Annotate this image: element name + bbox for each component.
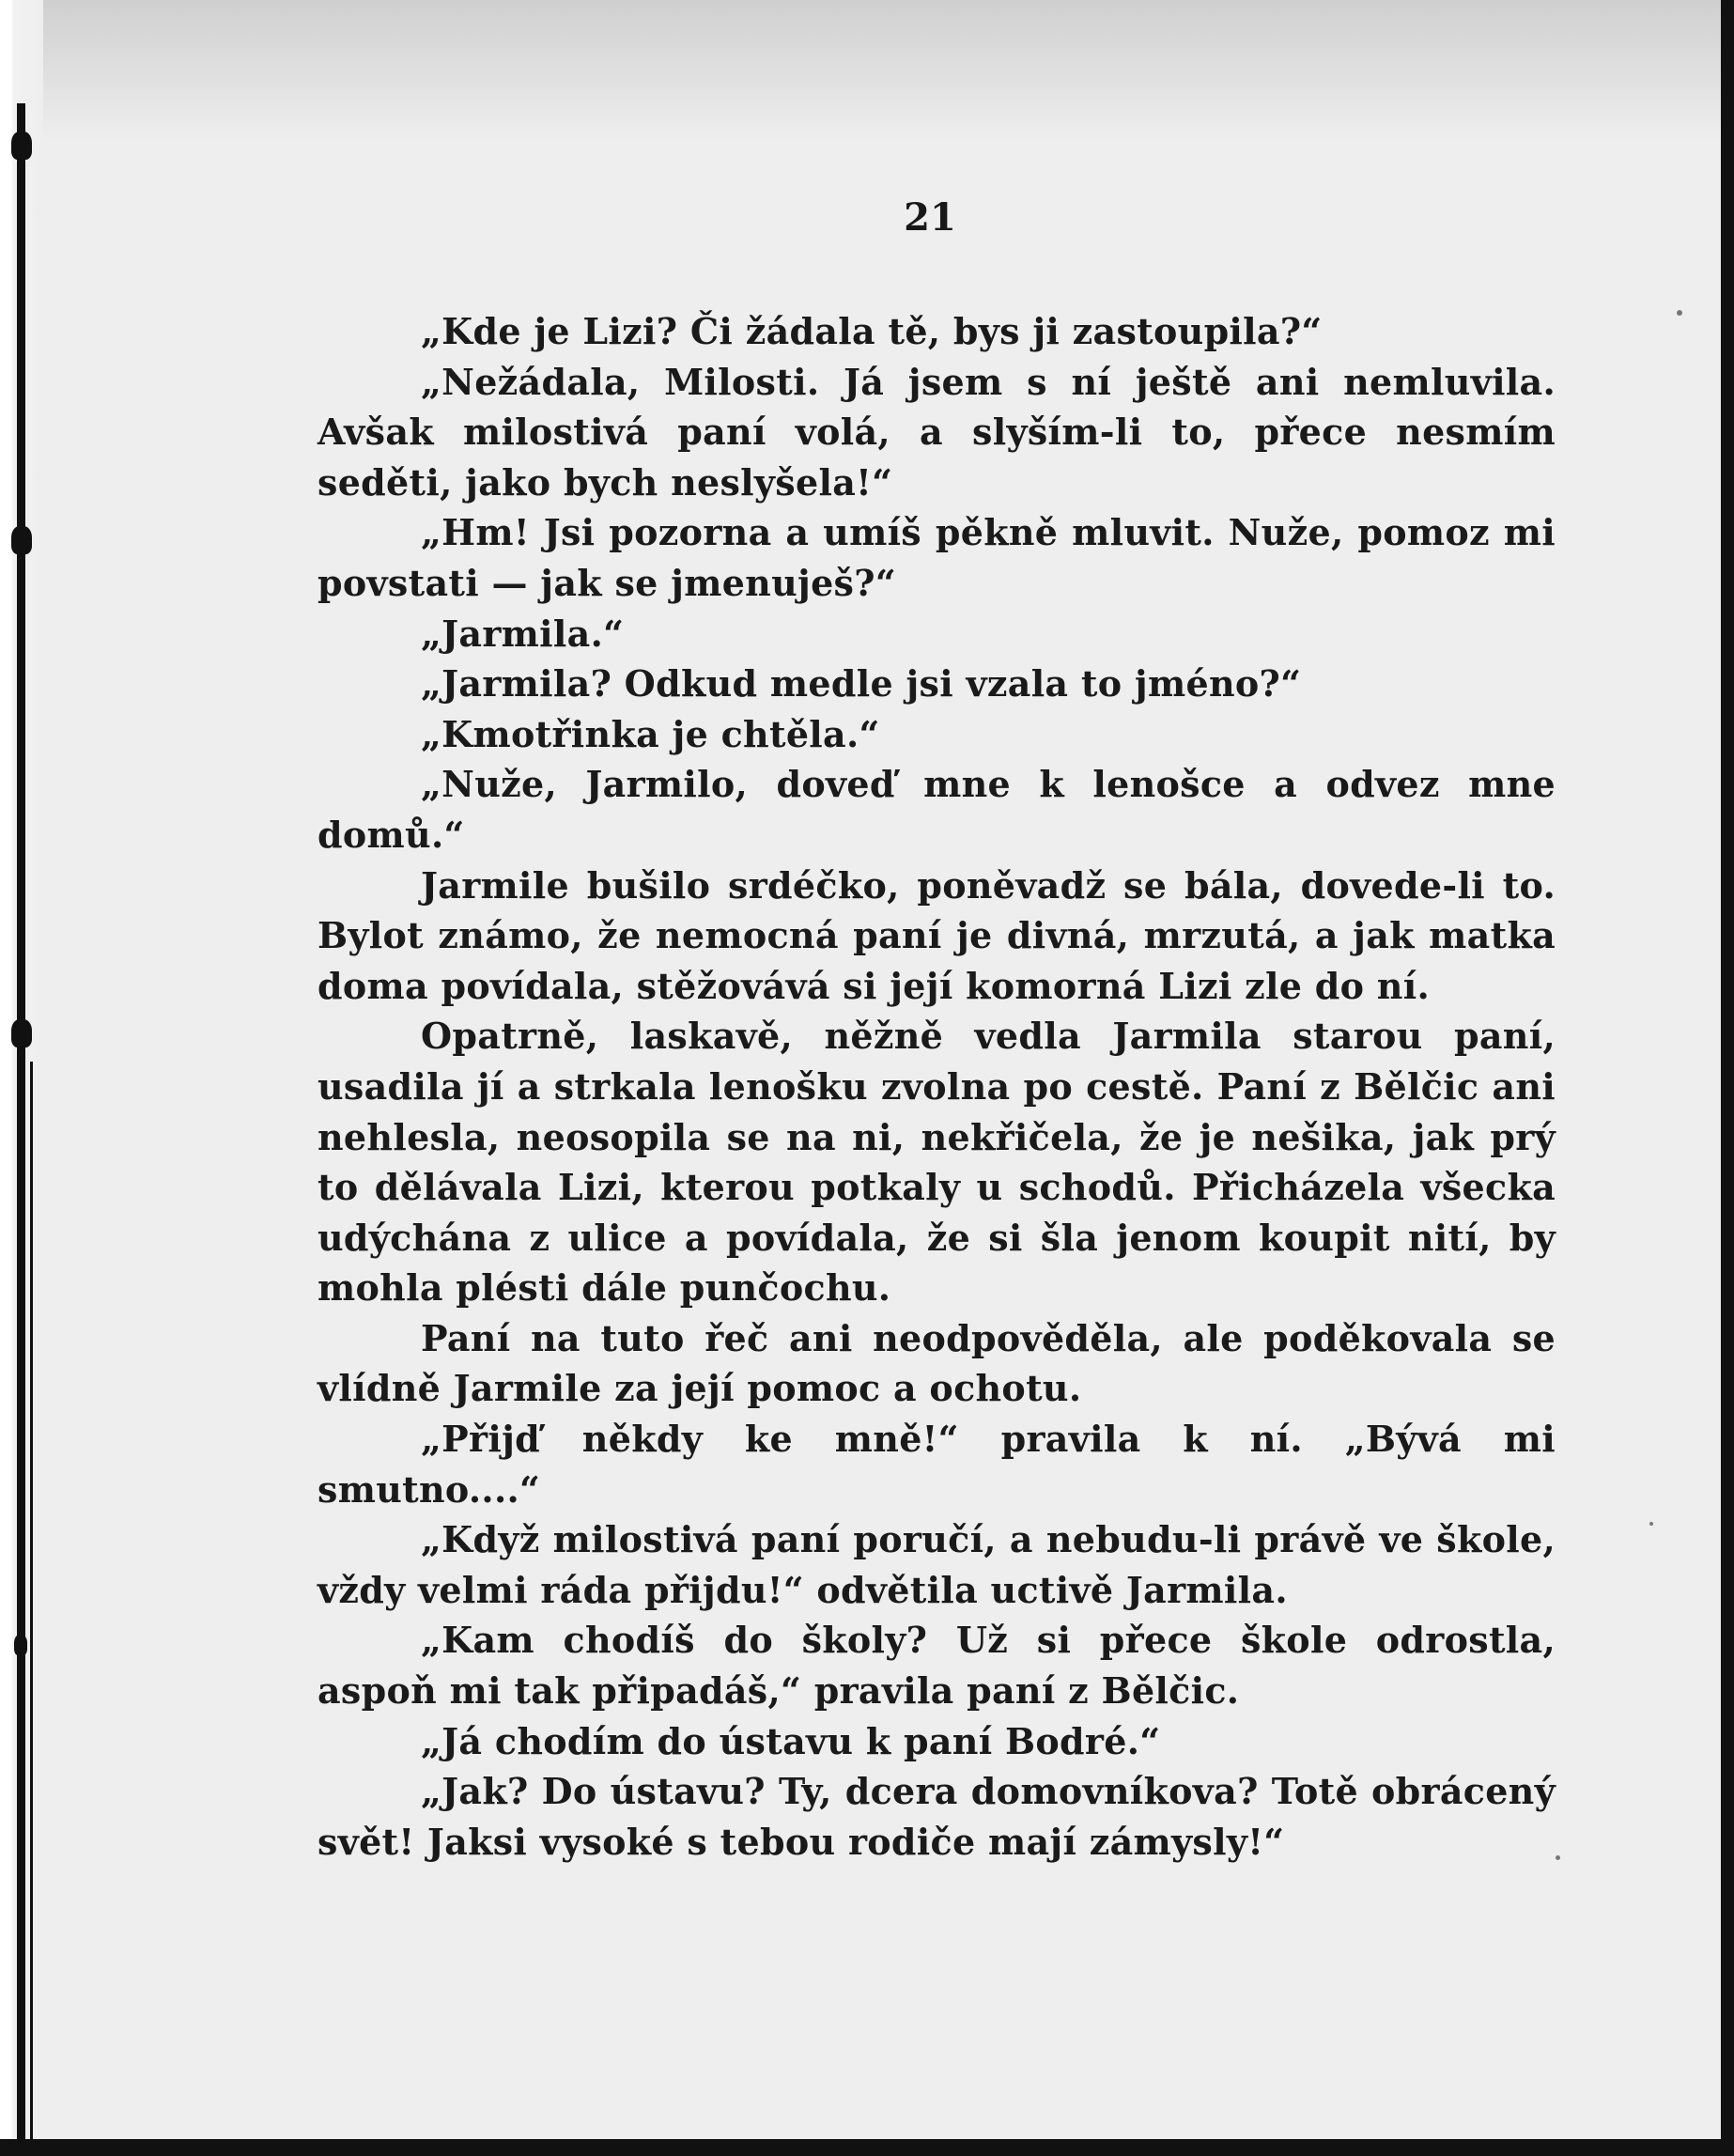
page-top-shadow bbox=[0, 0, 1734, 141]
paragraph: „Kmotřinka je chtěla.“ bbox=[421, 712, 880, 755]
page-right-edge bbox=[1721, 0, 1734, 2156]
binding-inner-line bbox=[30, 1062, 33, 2156]
paragraph: „Hm! Jsi pozorna a umíš pěkně mluvit. Nuže, pomoz mi povstati — jak se jmenuješ?“ bbox=[317, 511, 1556, 604]
paper-speck bbox=[1649, 1522, 1653, 1526]
page-bottom-edge bbox=[0, 2139, 1734, 2156]
paragraph: „Kam chodíš do školy? Už si přece škole odrostla, aspoň mi tak připadáš,“ pravila paní z Bělčic. bbox=[317, 1619, 1556, 1713]
paragraph: „Jarmila.“ bbox=[421, 612, 625, 655]
paper-speck bbox=[1677, 310, 1682, 316]
paragraph: „Nežádala, Milosti. Já jsem s ní ještě ani nemluvila. Avšak milostivá paní volá, a slyším-li to, přece nesmím seděti, jako bych neslyšela!“ bbox=[317, 360, 1556, 504]
paragraph: „Jak? Do ústavu? Ty, dcera domovníkova? Totě obrácený svět! Jaksi vysoké s tebou rodiče mají zámysly!“ bbox=[317, 1770, 1556, 1863]
paragraph: Jarmile bušilo srdéčko, poněvadž se bála, dovede-li to. Bylot známo, že nemocná paní je divná, mrzutá, a jak matka doma povídala, stěžovává si její komorná Lizi zle do ní. bbox=[317, 863, 1556, 1007]
paragraph: „Přijď někdy ke mně!“ pravila k ní. „Bývá mi smutno....“ bbox=[317, 1418, 1556, 1511]
binding-edge-line bbox=[17, 103, 25, 2156]
book-binding bbox=[0, 0, 43, 2156]
page-number: 21 bbox=[904, 195, 956, 240]
body-text bbox=[317, 306, 1556, 1867]
binding-clip-mark bbox=[11, 526, 32, 554]
binding-clip-mark bbox=[11, 1019, 32, 1047]
paragraph: Paní na tuto řeč ani neodpověděla, ale poděkovala se vlídně Jarmile za její pomoc a ochotu. bbox=[317, 1316, 1556, 1410]
paragraph: „Jarmila? Odkud medle jsi vzala to jméno?“ bbox=[421, 662, 1302, 706]
paragraph: „Nuže, Jarmilo, doveď mne k lenošce a odvez mne domů.“ bbox=[317, 763, 1556, 856]
paragraph: „Já chodím do ústavu k paní Bodré.“ bbox=[421, 1719, 1161, 1762]
paragraph: „Když milostivá paní poručí, a nebudu-li právě ve škole, vždy velmi ráda přijdu!“ odvětila uctivě Jarmila. bbox=[317, 1518, 1556, 1611]
paragraph: „Kde je Lizi? Či žádala tě, bys ji zastoupila?“ bbox=[421, 310, 1323, 352]
binding-clip-mark bbox=[14, 1635, 27, 1655]
paper-speck bbox=[1556, 1855, 1560, 1860]
paragraph: Opatrně, laskavě, něžně vedla Jarmila starou paní, usadila jí a strkala lenošku zvolna po cestě. Paní z Bělčic ani nehlesla, neosopila se na ni, nekřičela, že je nešika, jak prý to dělávala Lizi, kterou potkaly u schodů. Přicházela všecka udýchána z ulice a povídala, že si šla jenom koupit nití, by mohla plésti dále punčochu. bbox=[317, 1015, 1556, 1310]
binding-clip-mark bbox=[11, 132, 32, 160]
